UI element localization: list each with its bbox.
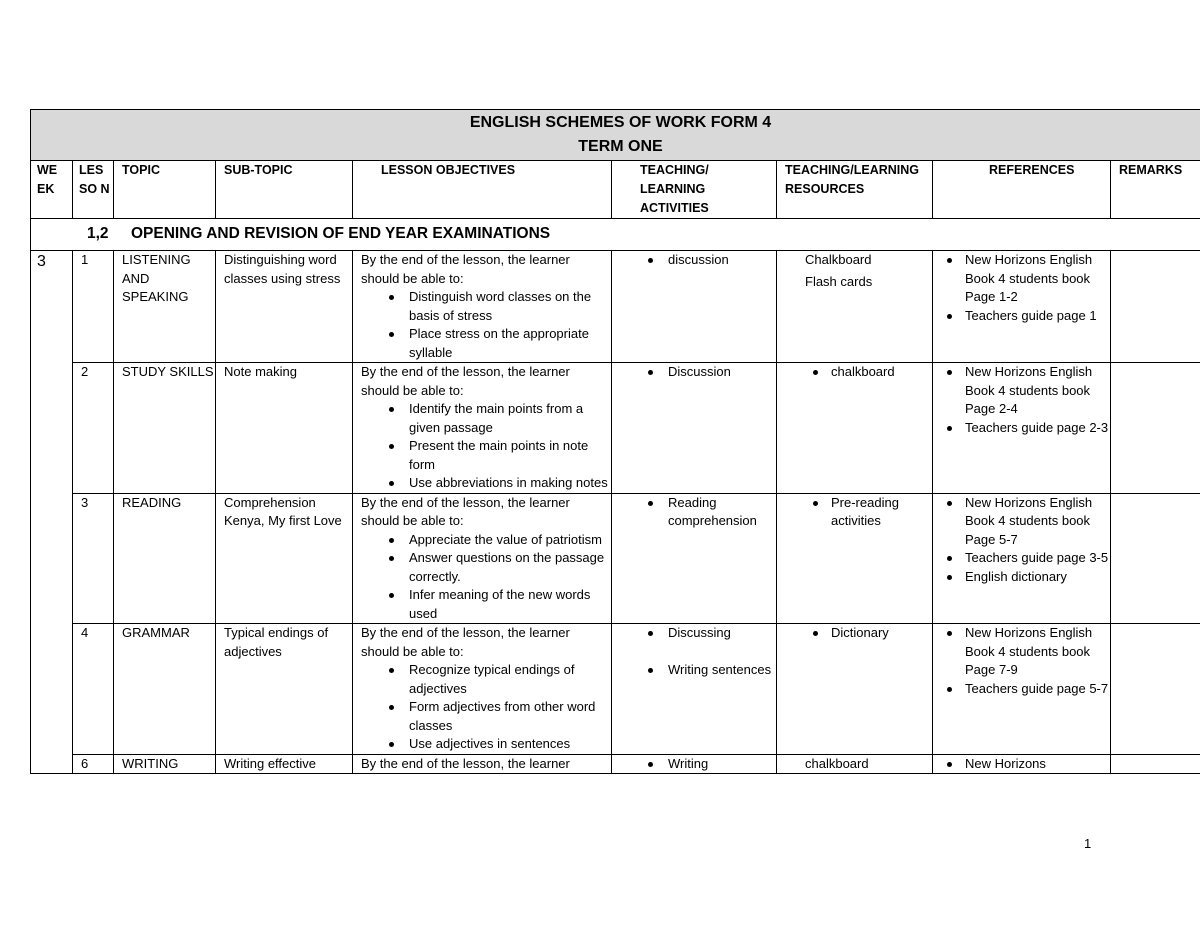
page-number: 1	[1084, 836, 1092, 851]
activity-list	[620, 494, 776, 531]
activities-cell	[612, 251, 777, 363]
subtopic-cell: Typical endings of adjectives	[216, 624, 353, 755]
activity-item: Reading comprehension	[620, 494, 776, 531]
objective-intro: By the end of the lesson, the learner should be able to:	[361, 625, 570, 659]
section-number: 1,2	[87, 225, 109, 243]
resources-cell	[777, 624, 933, 755]
objective-intro: By the end of the lesson, the learner	[361, 755, 570, 771]
topic-cell: READING	[114, 493, 216, 624]
objectives-cell	[353, 754, 612, 774]
objective-list	[361, 531, 611, 624]
objective-item: Infer meaning of the new words used	[361, 586, 611, 623]
resource-item: Pre-reading activities	[785, 494, 932, 531]
reference-list	[941, 755, 1110, 774]
objective-intro: By the end of the lesson, the learner should be able to:	[361, 252, 570, 286]
reference-list	[941, 363, 1110, 437]
references-cell	[933, 624, 1111, 755]
remarks-cell	[1111, 624, 1200, 755]
objective-item: Use adjectives in sentences	[361, 735, 611, 754]
objectives-cell	[353, 624, 612, 755]
topic-cell: LISTENING AND SPEAKING	[114, 251, 216, 363]
objectives-cell	[353, 251, 612, 363]
activity-item: discussion	[620, 251, 776, 270]
resource-list	[785, 624, 932, 643]
objectives-cell	[353, 363, 612, 494]
header-topic: TOPIC	[114, 161, 216, 219]
objective-item: Appreciate the value of patriotism	[361, 531, 611, 550]
resource-item: Dictionary	[785, 624, 932, 643]
resource-list	[785, 363, 932, 382]
header-subtopic: SUB-TOPIC	[216, 161, 353, 219]
resource-item: Flash cards	[805, 273, 873, 289]
subtopic-cell: Distinguishing word classes using stress	[216, 251, 353, 363]
activity-item: Writing sentences	[620, 661, 776, 680]
activities-cell	[612, 493, 777, 624]
reference-item: New Horizons English Book 4 students book Page 2-4	[941, 363, 1110, 419]
references-cell	[933, 251, 1111, 363]
table-row	[31, 363, 1200, 494]
reference-item: Teachers guide page 3-5	[941, 549, 1110, 568]
header-remarks: REMARKS	[1111, 161, 1200, 219]
resources-cell	[777, 754, 933, 774]
resource-item: chalkboard	[805, 755, 869, 771]
topic-cell: WRITING	[114, 754, 216, 774]
subtopic-cell: Note making	[216, 363, 353, 494]
scheme-of-work-table	[30, 109, 1200, 774]
reference-list	[941, 624, 1110, 698]
objective-item: Present the main points in note form	[361, 437, 611, 474]
objective-item: Identify the main points from a given passage	[361, 400, 611, 437]
table-row	[31, 624, 1200, 755]
references-cell	[933, 493, 1111, 624]
subtopic-cell: Writing effective	[216, 754, 353, 774]
table-row	[31, 493, 1200, 624]
objective-item: Place stress on the appropriate syllable	[361, 325, 611, 362]
objective-item: Use abbreviations in making notes	[361, 474, 611, 493]
reference-item: English dictionary	[941, 568, 1110, 587]
week-number: 3	[31, 251, 73, 774]
activity-list	[620, 363, 776, 382]
activity-item: Discussing	[620, 624, 776, 643]
reference-item: New Horizons English Book 4 students book Page 1-2	[941, 251, 1110, 307]
header-objectives: LESSON OBJECTIVES	[353, 161, 612, 219]
lesson-number: 2	[73, 363, 114, 494]
topic-cell: GRAMMAR	[114, 624, 216, 755]
lesson-number: 6	[73, 754, 114, 774]
references-cell	[933, 363, 1111, 494]
remarks-cell	[1111, 363, 1200, 494]
reference-item: New Horizons English Book 4 students book Page 7-9	[941, 624, 1110, 680]
section-text: OPENING AND REVISION OF END YEAR EXAMINATIONS	[131, 225, 551, 243]
activities-cell	[612, 754, 777, 774]
header-resources: TEACHING/LEARNING RESOURCES	[777, 161, 933, 219]
objective-list	[361, 661, 611, 754]
activity-list	[620, 755, 776, 774]
section-heading	[31, 219, 1200, 251]
title-line-1: ENGLISH SCHEMES OF WORK FORM 4	[469, 114, 772, 131]
resource-list	[785, 494, 932, 531]
remarks-cell	[1111, 251, 1200, 363]
reference-list	[941, 494, 1110, 587]
activity-item: Discussion	[620, 363, 776, 382]
references-cell	[933, 754, 1111, 774]
lesson-number: 1	[73, 251, 114, 363]
resources-cell	[777, 493, 933, 624]
objective-list	[361, 400, 611, 493]
reference-item: Teachers guide page 5-7	[941, 680, 1110, 699]
section-row	[31, 219, 1200, 251]
reference-item: Teachers guide page 2-3	[941, 419, 1110, 438]
activity-item: Writing	[620, 755, 776, 774]
objective-list	[361, 288, 611, 362]
objective-item: Recognize typical endings of adjectives	[361, 661, 611, 698]
reference-list	[941, 251, 1110, 325]
resource-item: chalkboard	[785, 363, 932, 382]
reference-item: New Horizons English Book 4 students book Page 5-7	[941, 494, 1110, 550]
title-line-2: TERM ONE	[578, 138, 663, 155]
remarks-cell	[1111, 493, 1200, 624]
table-row	[31, 251, 1200, 363]
objective-item: Distinguish word classes on the basis of stress	[361, 288, 611, 325]
resource-item: Chalkboard	[805, 252, 872, 267]
resources-cell	[777, 363, 933, 494]
table-row	[31, 754, 1200, 774]
activity-list	[620, 624, 776, 680]
activities-cell	[612, 624, 777, 755]
header-activities: TEACHING/ LEARNING ACTIVITIES	[612, 161, 777, 219]
header-week: WE EK	[31, 161, 73, 219]
activity-list	[620, 251, 776, 270]
objective-item: Form adjectives from other word classes	[361, 698, 611, 735]
objective-intro: By the end of the lesson, the learner should be able to:	[361, 494, 570, 528]
remarks-cell	[1111, 754, 1200, 774]
reference-item: Teachers guide page 1	[941, 307, 1110, 326]
objectives-cell	[353, 493, 612, 624]
header-lesson: LES SO N	[73, 161, 114, 219]
lesson-number: 4	[73, 624, 114, 755]
document-title	[31, 110, 1200, 161]
subtopic-cell: Comprehension Kenya, My first Love	[216, 493, 353, 624]
lesson-rows	[31, 251, 1200, 774]
header-references: REFERENCES	[933, 161, 1111, 219]
lesson-number: 3	[73, 493, 114, 624]
topic-cell: STUDY SKILLS	[114, 363, 216, 494]
objective-intro: By the end of the lesson, the learner should be able to:	[361, 364, 570, 398]
activities-cell	[612, 363, 777, 494]
resources-cell	[777, 251, 933, 363]
reference-item: New Horizons	[941, 755, 1110, 774]
header-row	[31, 161, 1200, 219]
objective-item: Answer questions on the passage correctly.	[361, 549, 611, 586]
